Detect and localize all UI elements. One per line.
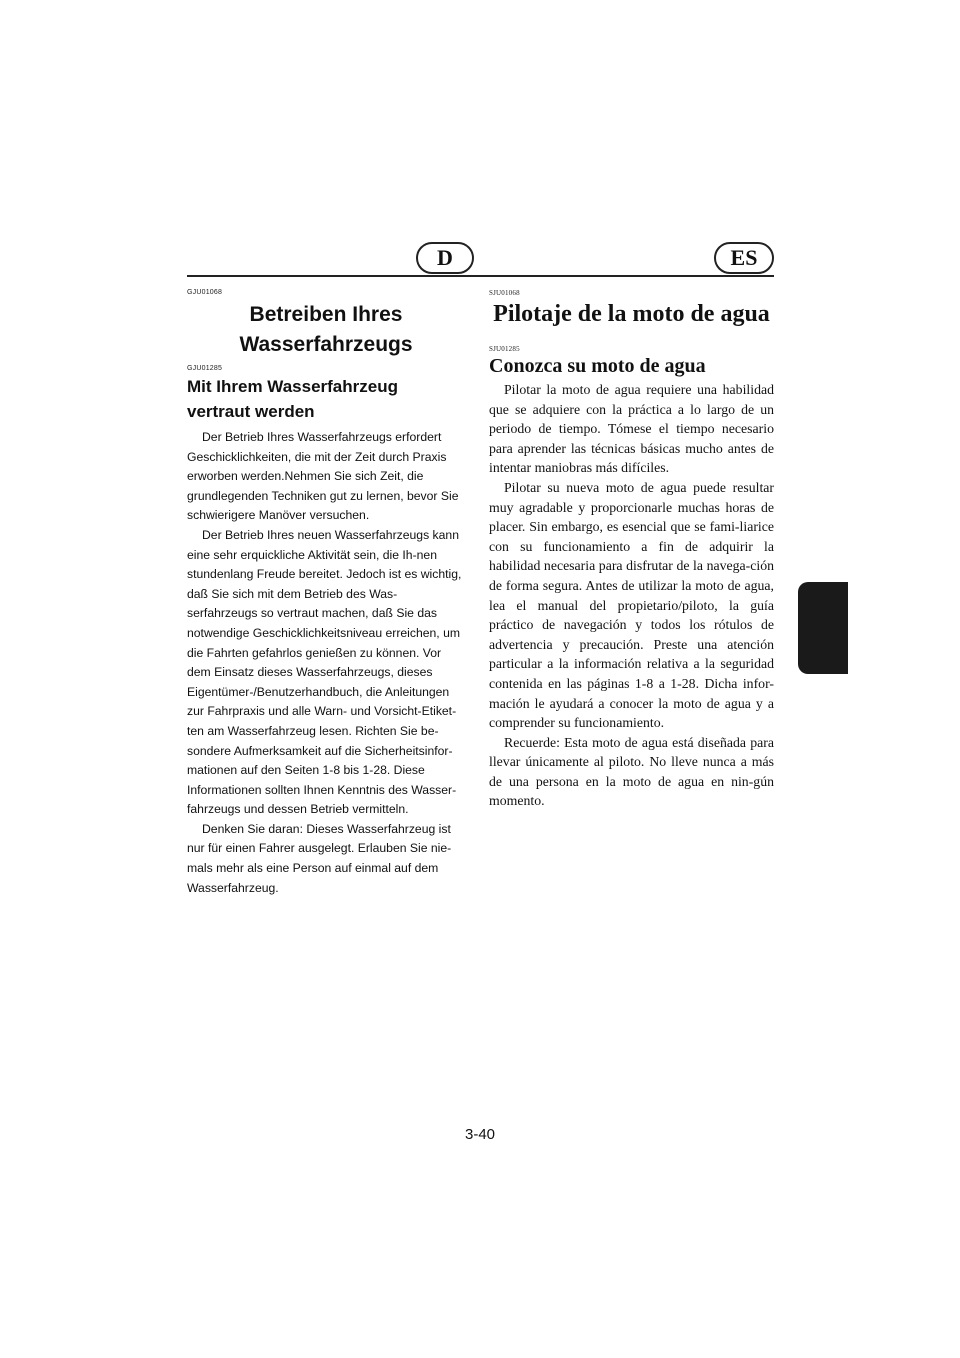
german-subtitle-line1: Mit Ihrem Wasserfahrzeug (187, 377, 398, 396)
language-badge-spanish: ES (714, 242, 774, 274)
german-subsection-title (187, 374, 465, 424)
german-paragraph: Der Betrieb Ihres Wasserfahrzeugs erfordert Geschicklichkeiten, die mit der Zeit durch Praxis erworben werden.Nehmen Sie sich Zeit, die grundlegenden Techniken gut zu lernen, bevor Sie schwierigere Manöver versuchen. (187, 430, 459, 523)
spanish-subsection-title: Conozca su moto de agua (489, 355, 706, 377)
spanish-section-code: SJU01068 (489, 289, 520, 297)
spanish-column (489, 288, 774, 811)
german-section-title (187, 300, 465, 360)
german-subtitle-line2: vertraut werden (187, 402, 315, 421)
german-column (187, 288, 465, 898)
german-title-line1: Betreiben Ihres (249, 303, 403, 326)
german-subsection-code: GJU01285 (187, 365, 223, 372)
spanish-paragraph: Recuerde: Esta moto de agua está diseñada para llevar únicamente al piloto. No lleve nunca a más de una persona en la moto de agua en nin-gún momento. (489, 734, 774, 809)
language-badge-german: D (416, 242, 474, 274)
spanish-paragraph: Pilotar su nueva moto de agua puede resultar muy agradable y proporcionarle muchas horas de placer. Sin embargo, es esencial que se fami-liarice con su funcionamiento a fin de adquirir la habilidad necesaria para disfrutar de la navega-ción de forma segura. Antes de utilizar la moto de agua, lea el manual del propietario/piloto, la guía práctico de navegación y todos los rótulos de advertencia y precaución. Preste una atención particular a la información relativa a la seguridad contenida en las páginas 1-8 a 1-28. Dicha infor-mación le ayudará a conocer la moto de agua y a comprender su funcionamiento. (489, 479, 774, 731)
spanish-body (489, 380, 774, 811)
german-title-line2: Wasserfahrzeugs (239, 333, 413, 356)
spanish-section-title: Pilotaje de la moto de agua (493, 301, 770, 327)
german-body (187, 428, 465, 898)
header-rule (187, 275, 774, 277)
spanish-subsection-code: SJU01285 (489, 345, 520, 353)
german-section-code: GJU01068 (187, 289, 223, 296)
page-number: 3-40 (464, 1126, 496, 1143)
spanish-paragraph: Pilotar la moto de agua requiere una habilidad que se adquiere con la práctica a lo largo de un periodo de tiempo. Tómese el tiempo necesario para aprender las técnicas básicas mucho antes de intentar maniobras más difíciles. (489, 382, 774, 476)
german-paragraph: Der Betrieb Ihres neuen Wasserfahrzeugs kann eine sehr erquickliche Aktivität sein, die Ih-nen stundenlang Freude bereitet. Jedoch ist es wichtig, daß Sie sich mit dem Betrieb des Was-serfahrzeugs so vertraut machen, daß Sie das notwendige Geschicklichkeitsniveau erreichen, um die Fahrten gefahrlos genießen zu können. Vor dem Einsatz dieses Wasserfahrzeugs, dieses Eigentümer-/Benutzerhandbuch, die Anleitungen zur Fahrpraxis und alle Warn- und Vorsicht-Etiket-ten am Wasserfahrzeug lesen. Richten Sie be-sondere Aufmerksamkeit auf die Sicherheitsinfor-mationen auf den Seiten 1-8 bis 1-28. Diese Informationen sollten Ihnen Kenntnis des Wasser-fahrzeugs und dessen Betrieb vermitteln. (187, 527, 462, 817)
chapter-tab (798, 582, 848, 674)
german-paragraph: Denken Sie daran: Dieses Wasserfahrzeug ist nur für einen Fahrer ausgelegt. Erlauben Sie nie-mals mehr als eine Person auf einmal auf dem Wasserfahrzeug. (187, 821, 452, 895)
